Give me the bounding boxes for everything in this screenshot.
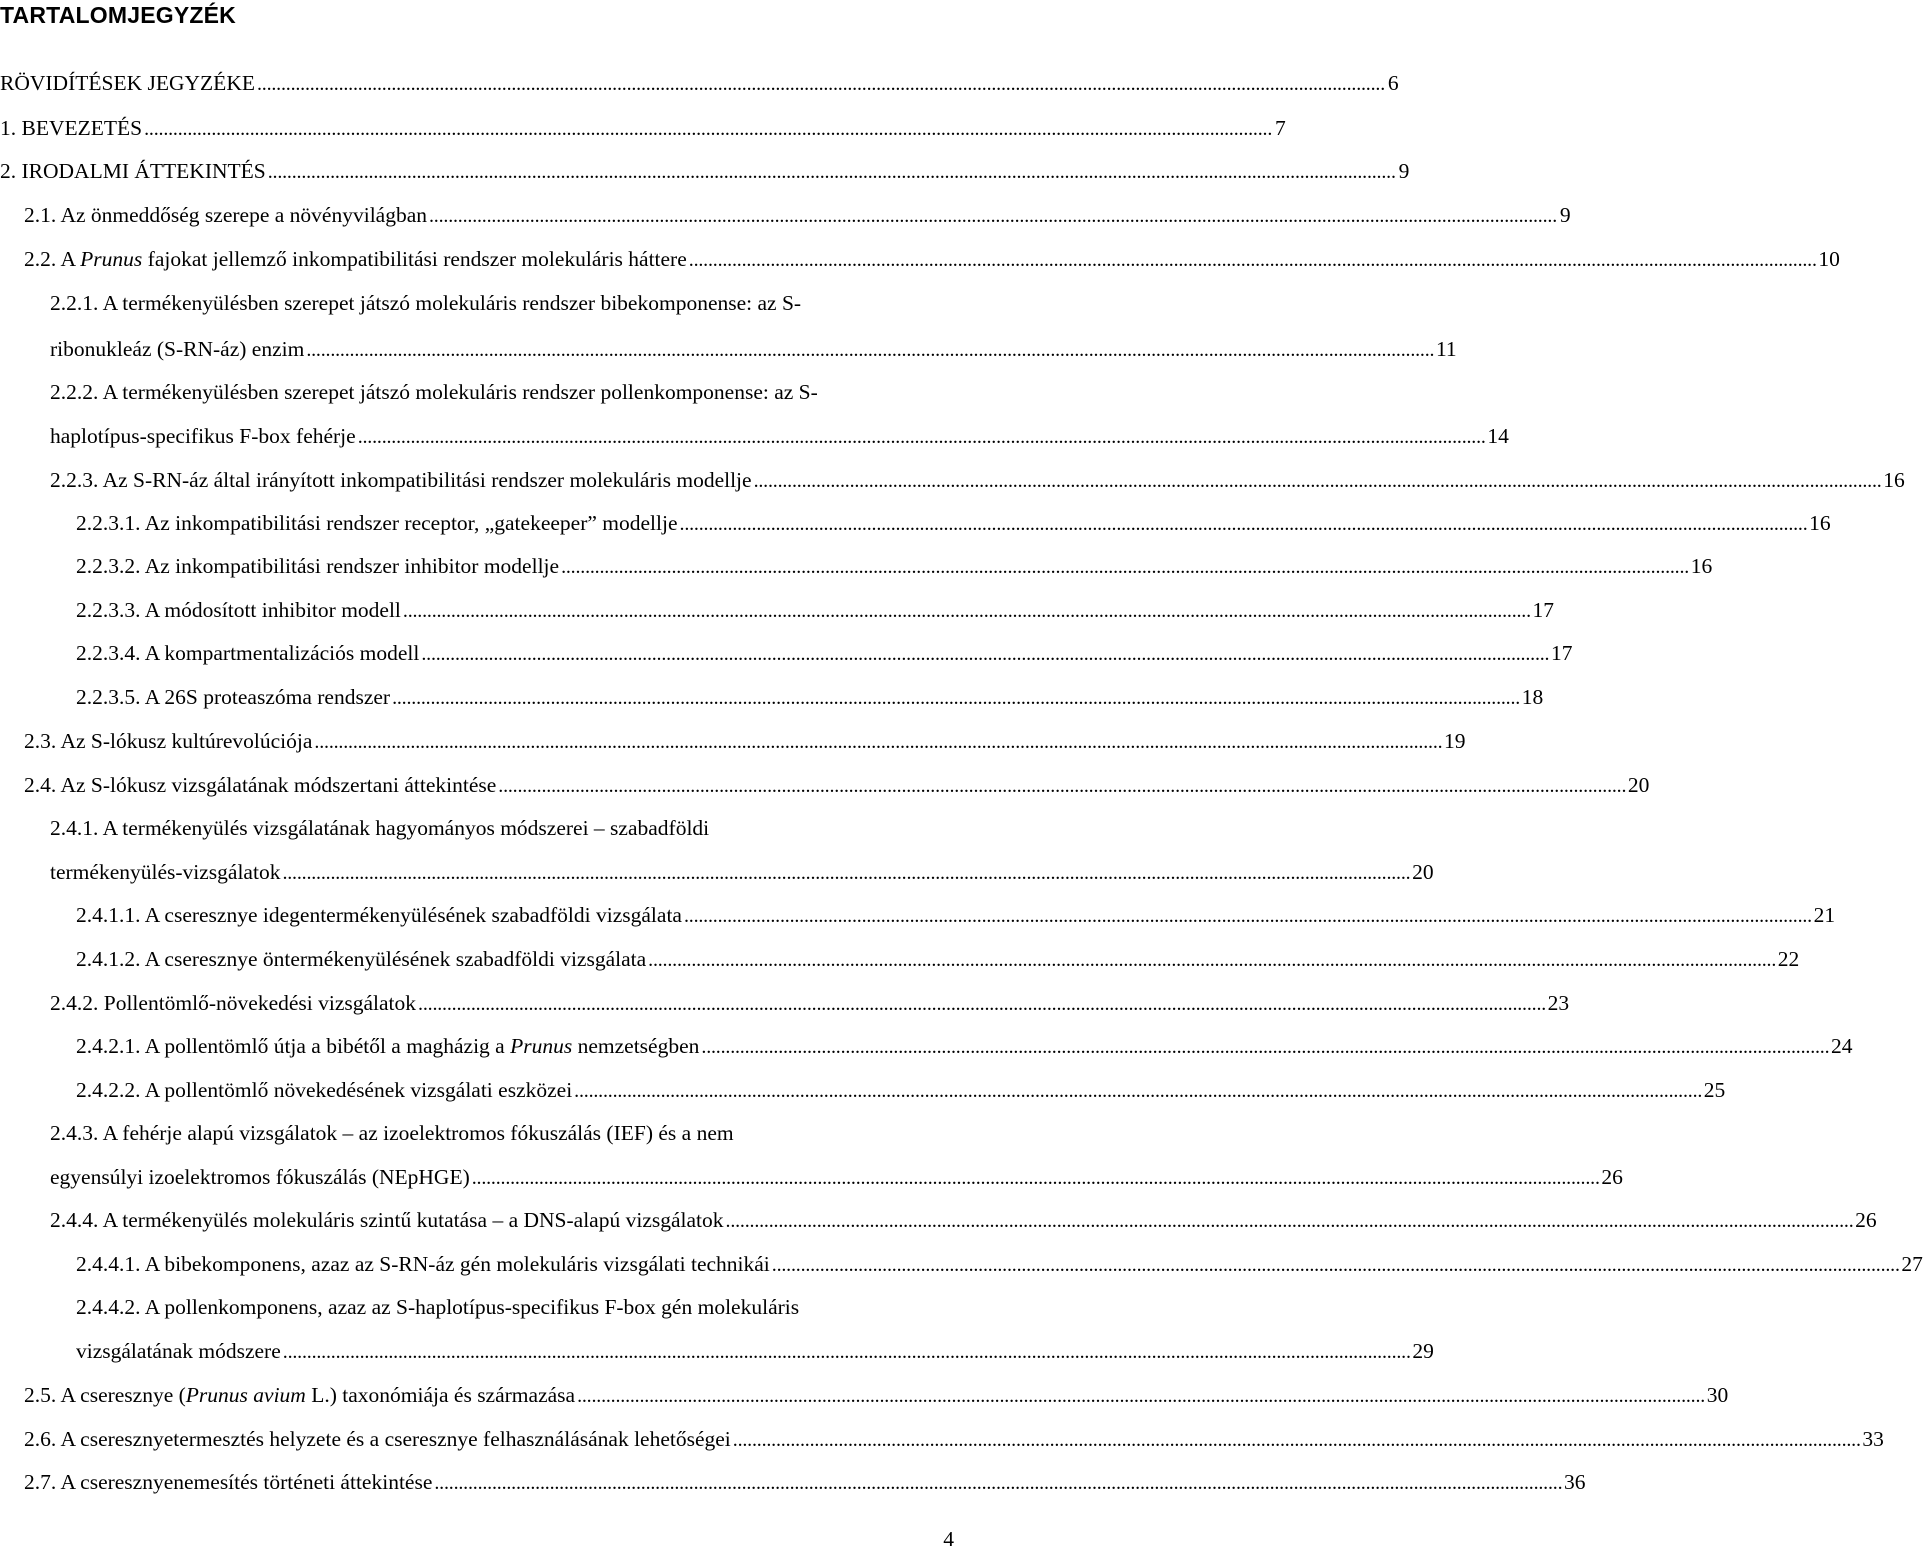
toc-entry-first-line[interactable]	[50, 1120, 958, 1146]
toc-entry-text: ribonukleáz (S-RN-áz) enzim	[50, 337, 305, 361]
toc-entry[interactable]	[76, 553, 1713, 580]
dot-leader	[577, 1382, 1703, 1409]
toc-entry-text	[24, 1382, 575, 1408]
toc-entry-text: vizsgálatának módszere	[76, 1339, 281, 1363]
toc-entry[interactable]	[50, 1207, 1877, 1234]
toc-entry[interactable]	[50, 990, 1570, 1017]
toc-entry-first-line[interactable]	[76, 1294, 958, 1320]
toc-entry-text: RÖVIDÍTÉSEK JEGYZÉKE	[0, 71, 255, 95]
toc-entry-text: 2.2.3.2. Az inkompatibilitási rendszer inhibitor modellje	[76, 554, 560, 578]
toc-entry[interactable]	[76, 1033, 1853, 1060]
toc-entry-page: 14	[1487, 424, 1509, 448]
toc-entry-page: 36	[1563, 1470, 1586, 1494]
toc-entry-text: 2.2.1. A termékenyülésben szerepet játszó molekuláris rendszer bibekomponense: az S-	[50, 291, 802, 315]
toc-entry-text: 2.2.3.5. A 26S proteaszóma rendszer	[76, 685, 391, 709]
toc-entry-text: 2.4. Az S-lókusz vizsgálatának módszertani áttekintése	[24, 773, 497, 797]
dot-leader	[574, 1077, 1700, 1104]
toc-entry[interactable]	[0, 158, 1410, 185]
toc-entry-page: 23	[1547, 991, 1570, 1015]
toc-entry-text: 2. IRODALMI ÁTTEKINTÉS	[0, 159, 266, 183]
toc-entry-italic: Prunus	[510, 1034, 573, 1058]
dot-leader	[358, 423, 1484, 450]
toc-entry[interactable]	[50, 423, 1509, 450]
toc-entry-text: 2.4.1.1. A cseresznye idegentermékenyülésének szabadföldi vizsgálata	[76, 903, 682, 927]
toc-entry-page: 17	[1550, 641, 1573, 665]
toc-entry-text: 2.2.3.4. A kompartmentalizációs modell	[76, 641, 420, 665]
toc-entry-italic: Prunus	[80, 247, 143, 271]
toc-entry[interactable]	[24, 728, 1466, 755]
toc-entry[interactable]	[24, 1426, 1884, 1453]
toc-entry-page: 26	[1855, 1208, 1877, 1232]
toc-entry-text: termékenyülés-vizsgálatok	[50, 860, 281, 884]
toc-entry[interactable]	[76, 946, 1800, 973]
toc-entry[interactable]	[24, 202, 1571, 229]
toc-entry-page: 19	[1444, 729, 1466, 753]
toc-entry[interactable]	[76, 902, 1836, 929]
toc-entry-text: egyensúlyi izoelektromos fókuszálás (NEpHGE)	[50, 1165, 470, 1189]
dot-leader	[314, 728, 1440, 755]
toc-entry-text: 2.2.3.3. A módosított inhibitor modell	[76, 598, 401, 622]
dot-leader	[403, 597, 1529, 624]
dot-leader	[283, 1338, 1409, 1365]
toc-entry-page: 22	[1777, 947, 1800, 971]
toc-entry-text: 2.2.3. Az S-RN-áz által irányított inkompatibilitási rendszer molekuláris modellje	[50, 468, 752, 492]
toc-entry-page: 18	[1521, 685, 1544, 709]
toc-entry-page: 26	[1601, 1165, 1623, 1189]
toc-entry-text: haplotípus-specifikus F-box fehérje	[50, 424, 356, 448]
toc-entry-text: 2.4.4.2. A pollenkomponens, azaz az S-haplotípus-specifikus F-box gén molekuláris	[76, 1295, 800, 1319]
toc-entry-text-part: 2.2. A	[24, 247, 81, 271]
toc-entry-page: 16	[1690, 554, 1713, 578]
toc-entry[interactable]	[76, 1251, 1923, 1278]
toc-entry-page: 9	[1559, 203, 1571, 227]
toc-entry-page: 30	[1706, 1383, 1729, 1407]
toc-entry-text	[24, 246, 687, 272]
toc-entry-text: 2.4.4. A termékenyülés molekuláris szintű kutatása – a DNS-alapú vizsgálatok	[50, 1208, 724, 1232]
toc-entry-text: 2.4.2. Pollentömlő-növekedési vizsgálatok	[50, 991, 417, 1015]
toc-entry[interactable]	[76, 597, 1555, 624]
toc-entry-text: 2.2.2. A termékenyülésben szerepet játszó molekuláris rendszer pollenkomponense: az S-	[50, 380, 818, 404]
toc-entry-text: 2.1. Az önmeddőség szerepe a növényvilágban	[24, 203, 427, 227]
toc-entry-page: 25	[1703, 1078, 1726, 1102]
toc-entry[interactable]	[24, 1469, 1586, 1496]
dot-leader	[680, 510, 1806, 537]
toc-entry[interactable]	[50, 859, 1434, 886]
toc-entry-page: 21	[1813, 903, 1836, 927]
toc-entry[interactable]	[24, 246, 1840, 273]
dot-leader	[306, 336, 1432, 363]
dot-leader	[392, 684, 1518, 711]
toc-entry[interactable]	[50, 467, 1905, 494]
toc-entry-first-line[interactable]	[50, 379, 958, 405]
toc-title: TARTALOMJEGYZÉK	[0, 2, 236, 28]
toc-entry-text: 2.7. A cseresznyenemesítés történeti áttekintése	[24, 1470, 433, 1494]
dot-leader	[429, 202, 1555, 229]
dot-leader	[282, 859, 1408, 886]
page-number: 4	[943, 1527, 954, 1551]
toc-entry-first-line[interactable]	[50, 290, 958, 316]
toc-entry-text	[76, 1033, 699, 1059]
dot-leader	[772, 1251, 1898, 1278]
toc-entry-page: 6	[1387, 71, 1399, 95]
toc-entry-first-line[interactable]	[50, 815, 958, 841]
toc-entry-text: 2.3. Az S-lókusz kultúrevolúciója	[24, 729, 313, 753]
toc-entry-page: 11	[1435, 337, 1457, 361]
dot-leader	[434, 1469, 1560, 1496]
dot-leader	[257, 70, 1383, 97]
toc-entry[interactable]	[24, 772, 1650, 799]
dot-leader	[726, 1207, 1852, 1234]
toc-entry-text: 2.4.4.1. A bibekomponens, azaz az S-RN-áz gén molekuláris vizsgálati technikái	[76, 1252, 770, 1276]
toc-entry[interactable]	[50, 336, 1457, 363]
toc-entry-page: 16	[1883, 468, 1905, 492]
dot-leader	[268, 158, 1394, 185]
dot-leader	[733, 1426, 1859, 1453]
toc-entry[interactable]	[50, 1164, 1623, 1191]
toc-entry-text: 2.4.1. A termékenyülés vizsgálatának hagyományos módszerei – szabadföldi	[50, 816, 710, 840]
toc-entry[interactable]	[24, 1382, 1729, 1409]
toc-entry[interactable]	[76, 640, 1573, 667]
dot-leader	[684, 902, 1810, 929]
toc-entry-page: 9	[1398, 159, 1410, 183]
toc-entry-text: 2.2.3.1. Az inkompatibilitási rendszer receptor, „gatekeeper” modellje	[76, 511, 678, 535]
toc-entry-page: 7	[1274, 116, 1286, 140]
toc-entry[interactable]	[0, 115, 1286, 142]
toc-entry-text-part: fajokat jellemző inkompatibilitási rendszer molekuláris háttere	[142, 247, 687, 271]
dot-leader	[421, 640, 1547, 667]
toc-entry-italic: Prunus avium	[185, 1383, 306, 1407]
dot-leader	[701, 1033, 1827, 1060]
toc-entry-text: 2.6. A cseresznyetermesztés helyzete és a cseresznye felhasználásának lehetőségei	[24, 1427, 731, 1451]
toc-entry-page: 16	[1809, 511, 1831, 535]
toc-entry[interactable]	[76, 684, 1544, 711]
dot-leader	[498, 772, 1624, 799]
toc-entry[interactable]	[76, 1077, 1726, 1104]
toc-entry-text-part: L.) taxonómiája és származása	[305, 1383, 576, 1407]
dot-leader	[648, 946, 1774, 973]
dot-leader	[472, 1164, 1598, 1191]
toc-entry[interactable]	[0, 70, 1399, 97]
toc-entry-text-part: 2.4.2.1. A pollentömlő útja a bibétől a magházig a	[76, 1034, 511, 1058]
toc-entry-text: 2.4.1.2. A cseresznye öntermékenyülésének szabadföldi vizsgálata	[76, 947, 647, 971]
toc-entry-text: 2.4.3. A fehérje alapú vizsgálatok – az izoelektromos fókuszálás (IEF) és a nem	[50, 1121, 734, 1145]
toc-entry-text-part: 2.5. A cseresznye (	[24, 1383, 186, 1407]
dot-leader	[689, 246, 1815, 273]
toc-entry-text: 1. BEVEZETÉS	[0, 116, 143, 140]
dot-leader	[561, 553, 1687, 580]
toc-entry-page: 27	[1901, 1252, 1923, 1276]
toc-entry-page: 33	[1862, 1427, 1884, 1451]
toc-entry-page: 29	[1412, 1339, 1434, 1363]
toc-entry-page: 10	[1818, 247, 1840, 271]
dot-leader	[754, 467, 1880, 494]
toc-entry-text: 2.4.2.2. A pollentömlő növekedésének vizsgálati eszközei	[76, 1078, 573, 1102]
dot-leader	[418, 990, 1544, 1017]
dot-leader	[144, 115, 1270, 142]
toc-entry[interactable]	[76, 510, 1831, 537]
toc-entry-page: 24	[1831, 1034, 1853, 1058]
toc-entry-page: 20	[1412, 860, 1434, 884]
toc-entry-page: 17	[1532, 598, 1555, 622]
toc-entry-text-part: nemzetségben	[572, 1034, 700, 1058]
toc-entry[interactable]	[76, 1338, 1434, 1365]
toc-entry-page: 20	[1627, 773, 1650, 797]
